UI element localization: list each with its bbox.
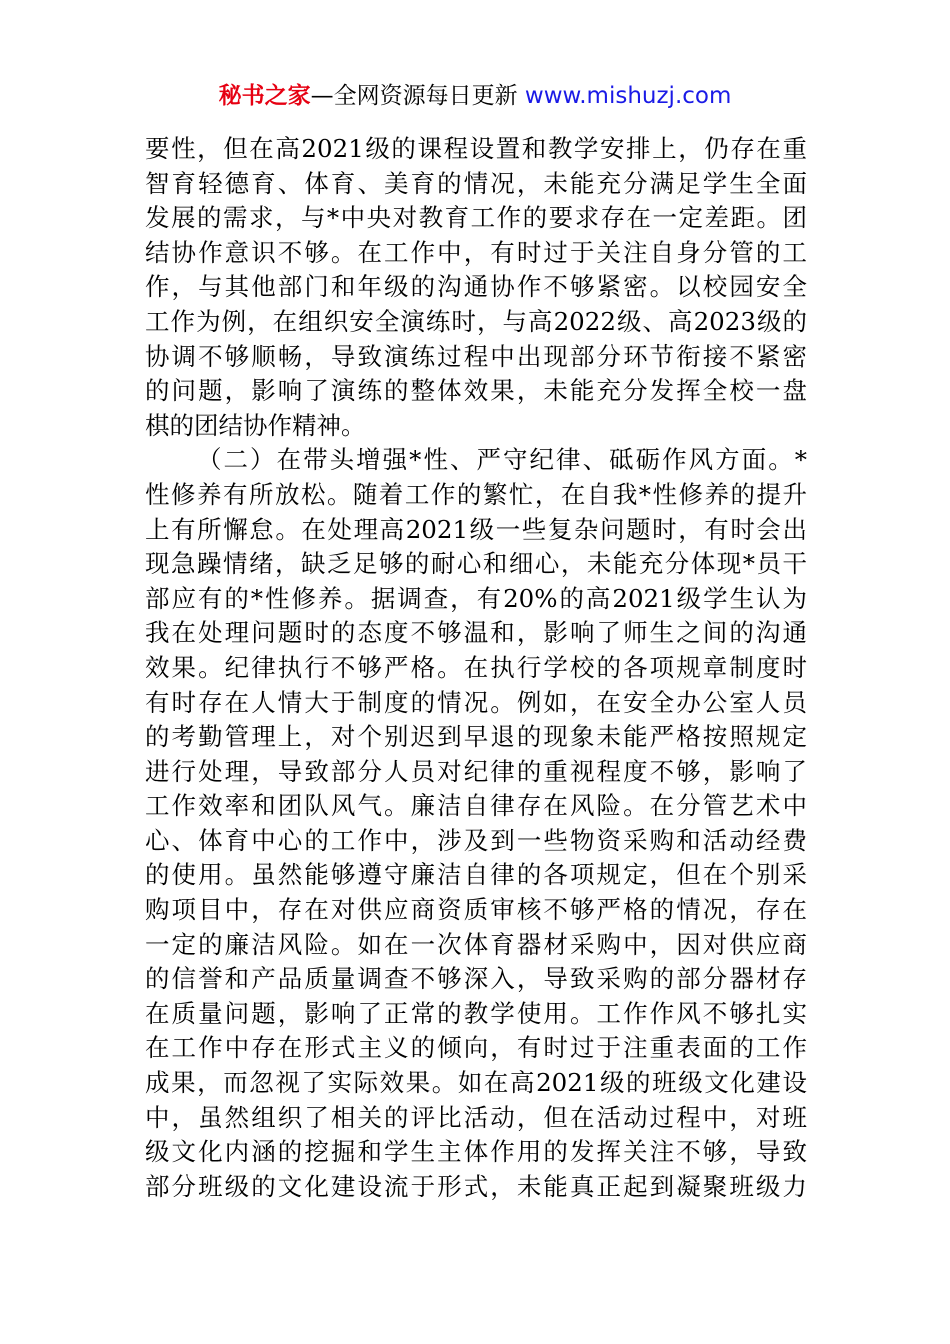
text-line: 上有所懈怠。在处理高2021级一些复杂问题时，有时会出 [145, 514, 807, 544]
text-line: 结协作意识不够。在工作中，有时过于关注自身分管的工 [145, 237, 807, 267]
text-line: 有时存在人情大于制度的情况。例如，在安全办公室人员 [145, 687, 807, 717]
text-line: 一定的廉洁风险。如在一次体育器材采购中，因对供应商 [145, 929, 807, 959]
text-line: 现急躁情绪，缺乏足够的耐心和细心，未能充分体现*员干 [145, 549, 807, 579]
page-header [0, 80, 950, 112]
text-line: 发展的需求，与*中央对教育工作的要求存在一定差距。团 [145, 203, 807, 233]
text-line: 工作效率和团队风气。廉洁自律存在风险。在分管艺术中 [145, 791, 807, 821]
text-line: 中，虽然组织了相关的评比活动，但在活动过程中，对班 [145, 1102, 807, 1132]
section-heading-line: （二）在带头增强*性、严守纪律、砥砺作风方面。* [197, 445, 807, 475]
text-line: 效果。纪律执行不够严格。在执行学校的各项规章制度时 [145, 652, 807, 682]
text-line: 部应有的*性修养。据调查，有20%的高2021级学生认为 [145, 583, 807, 613]
text-line: 购项目中，存在对供应商资质审核不够严格的情况，存在 [145, 895, 807, 925]
text-line: 作，与其他部门和年级的沟通协作不够紧密。以校园安全 [145, 272, 807, 302]
text-line: 协调不够顺畅，导致演练过程中出现部分环节衔接不紧密 [145, 341, 807, 371]
paragraph [145, 132, 807, 443]
text-line: 的使用。虽然能够遵守廉洁自律的各项规定，但在个别采 [145, 860, 807, 890]
text-line: 成果，而忽视了实际效果。如在高2021级的班级文化建设 [145, 1068, 807, 1098]
brand-name: 秘书之家 [218, 83, 311, 109]
text-line: 在质量问题，影响了正常的教学使用。工作作风不够扎实 [145, 998, 807, 1028]
text-line: 工作为例，在组织安全演练时，与高2022级、高2023级的 [145, 306, 807, 336]
paragraph [145, 443, 807, 1204]
text-line: 的问题，影响了演练的整体效果，未能充分发挥全校一盘 [145, 376, 807, 406]
text-line: 智育轻德育、体育、美育的情况，未能充分满足学生全面 [145, 168, 807, 198]
site-url-link[interactable]: www.mishuzj.com [524, 83, 732, 109]
text-line: 部分班级的文化建设流于形式，未能真正起到凝聚班级力 [145, 1171, 807, 1201]
text-line: 的信誉和产品质量调查不够深入，导致采购的部分器材存 [145, 964, 807, 994]
text-line: 心、体育中心的工作中，涉及到一些物资采购和活动经费 [145, 825, 807, 855]
document-body [145, 132, 807, 1204]
text-line: 的考勤管理上，对个别迟到早退的现象未能严格按照规定 [145, 722, 807, 752]
header-tagline: —全网资源每日更新 [310, 83, 518, 109]
text-line: 在工作中存在形式主义的倾向，有时过于注重表面的工作 [145, 1033, 807, 1063]
text-line: 要性，但在高2021级的课程设置和教学安排上，仍存在重 [145, 134, 807, 163]
text-line: 进行处理，导致部分人员对纪律的重视程度不够，影响了 [145, 756, 807, 786]
text-line: 性修养有所放松。随着工作的繁忙，在自我*性修养的提升 [145, 479, 807, 509]
text-line: 我在处理问题时的态度不够温和，影响了师生之间的沟通 [145, 618, 807, 648]
text-line: 棋的团结协作精神。 [145, 410, 366, 440]
text-line: 级文化内涵的挖掘和学生主体作用的发挥关注不够，导致 [145, 1137, 807, 1167]
